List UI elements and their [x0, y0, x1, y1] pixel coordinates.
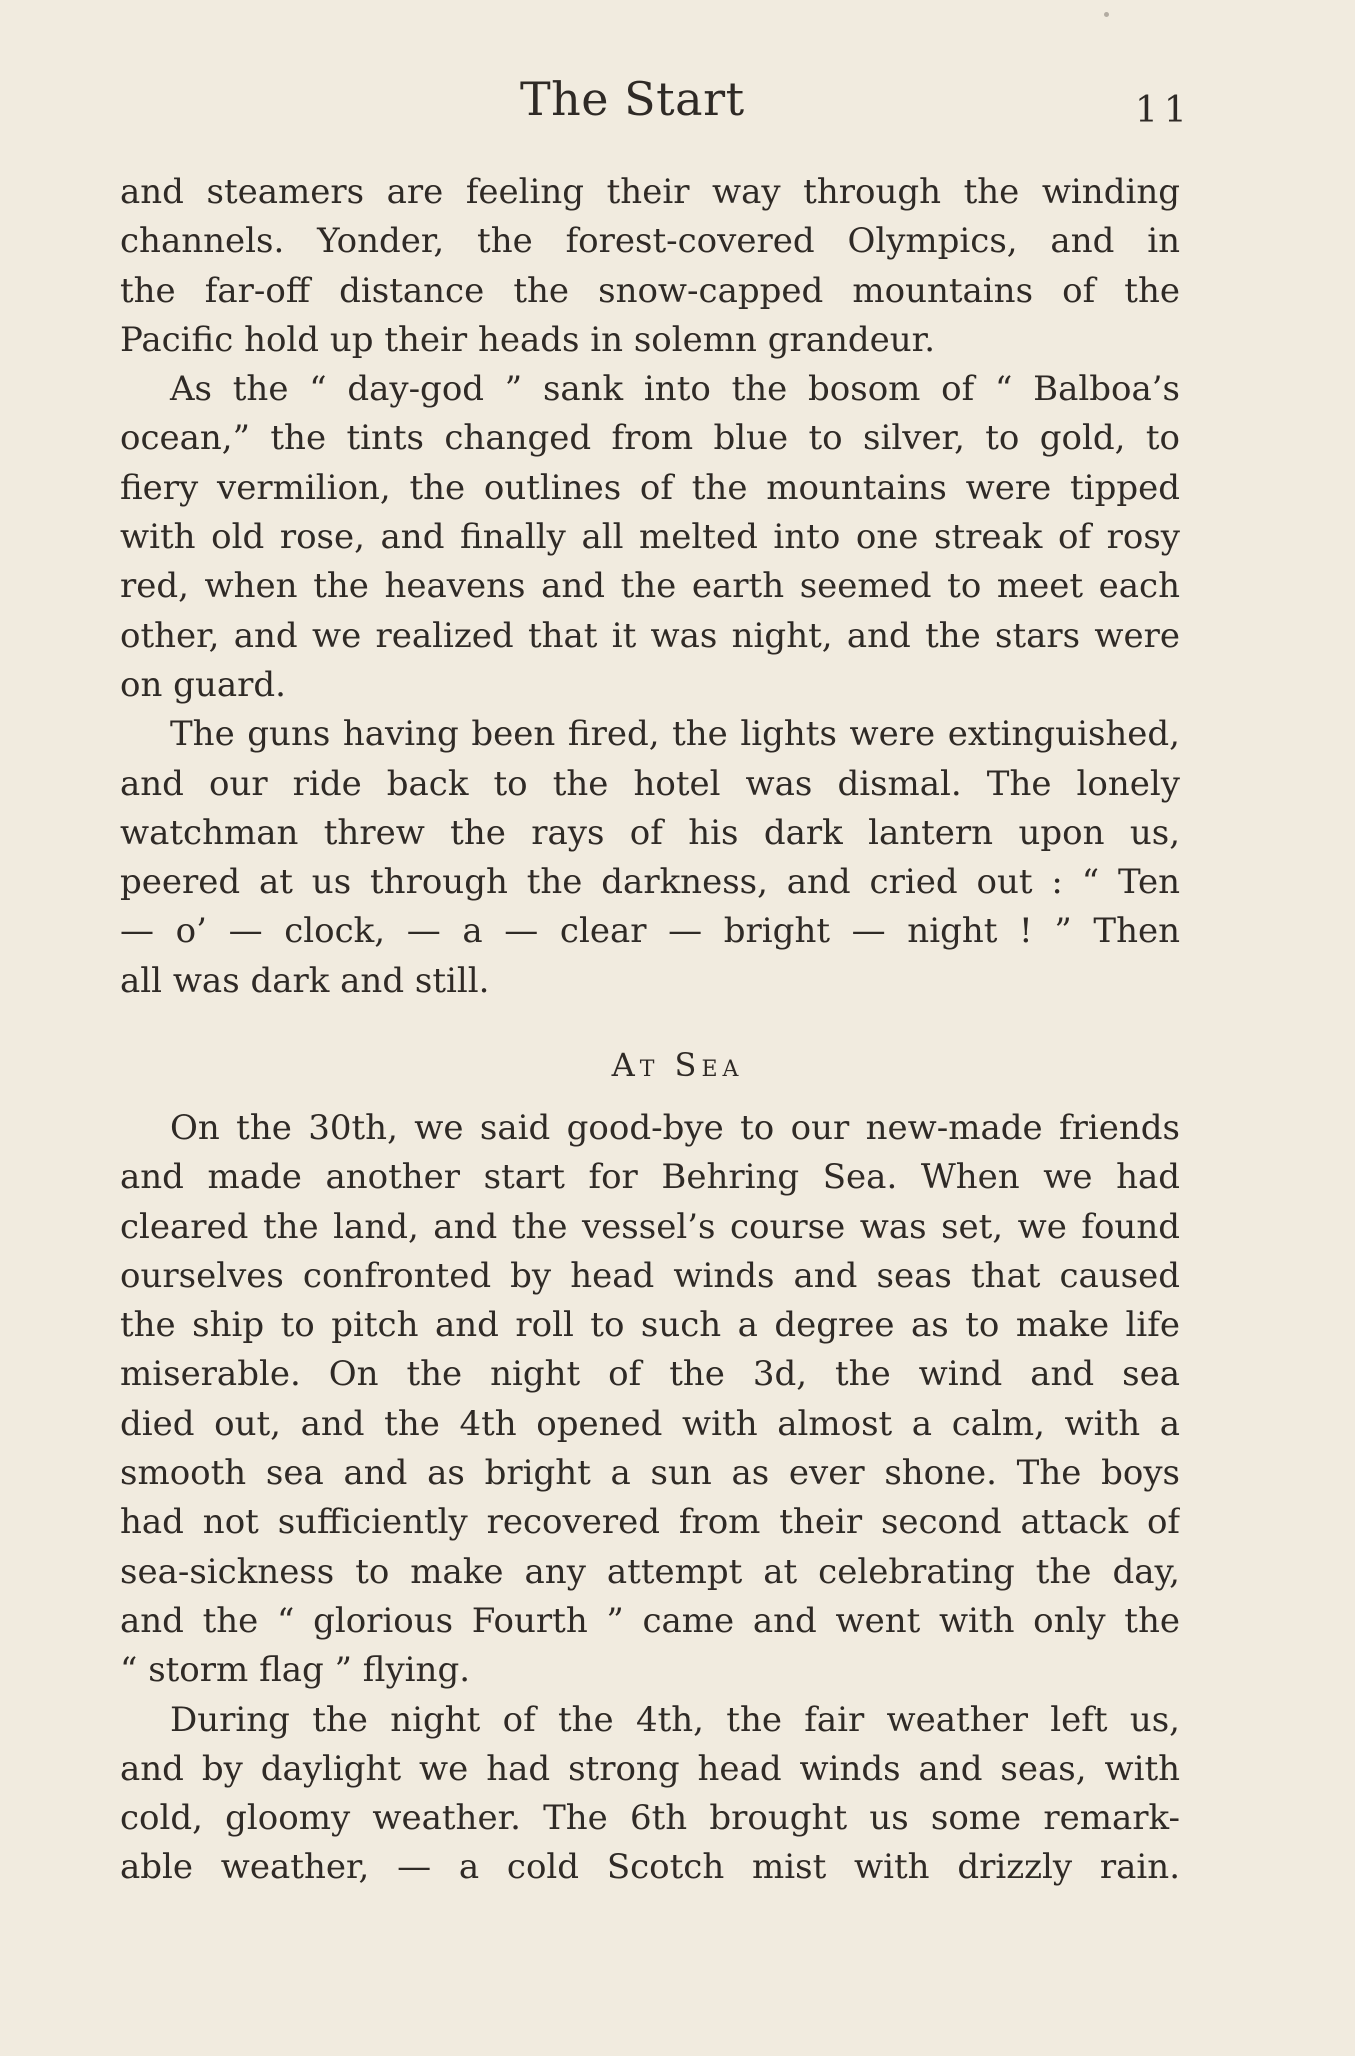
text-line: cold, gloomy weather. The 6th brought us some remark-: [120, 1798, 1180, 1839]
text-line: watchman threw the rays of his dark lantern upon us,: [120, 812, 1180, 853]
text-line: on guard.: [120, 664, 286, 705]
text-line: smooth sea and as bright a sun as ever shone. The boys: [120, 1453, 1180, 1494]
text-line: channels. Yonder, the forest-covered Olympics, and in: [120, 221, 1180, 262]
section-heading: At Sea: [611, 1046, 744, 1084]
text-line: — o’ — clock, — a — clear — bright — night ! ” Then: [120, 911, 1180, 952]
text-line: miserable. On the night of the 3d, the wind and sea: [120, 1354, 1180, 1395]
text-line: Pacific hold up their heads in solemn grandeur.: [120, 319, 936, 360]
text-line: and our ride back to the hotel was dismal. The lonely: [120, 763, 1180, 804]
text-line: the far-off distance the snow-capped mountains of the: [120, 270, 1180, 311]
text-line: cleared the land, and the vessel’s course was set, we found: [120, 1206, 1180, 1247]
text-line: all was dark and still.: [120, 960, 490, 1001]
text-line: As the “ day-god ” sank into the bosom of “ Balboa’s: [170, 369, 1180, 410]
text-block-lower: [120, 1104, 1180, 1893]
text-line: peered at us through the darkness, and cried out : “ Ten: [120, 862, 1180, 903]
text-line: During the night of the 4th, the fair weather left us,: [170, 1699, 1180, 1740]
text-line: had not sufficiently recovered from their second attack of: [120, 1502, 1180, 1543]
page-number: 11: [1135, 90, 1193, 131]
text-line: red, when the heavens and the earth seemed to meet each: [120, 566, 1180, 607]
text-line: The guns having been fired, the lights were extinguished,: [170, 714, 1180, 755]
running-head: The Start: [520, 72, 745, 126]
text-line: fiery vermilion, the outlines of the mountains were tipped: [120, 467, 1180, 508]
text-line: able weather, — a cold Scotch mist with drizzly rain.: [120, 1847, 1180, 1888]
text-line: and the “ glorious Fourth ” came and went with only the: [120, 1600, 1180, 1641]
text-line: the ship to pitch and roll to such a degree as to make life: [120, 1305, 1180, 1346]
text-line: “ storm flag ” flying.: [120, 1650, 471, 1691]
text-line: and made another start for Behring Sea. When we had: [120, 1157, 1180, 1198]
text-line: sea-sickness to make any attempt at celebrating the day,: [120, 1551, 1180, 1592]
text-line: ourselves confronted by head winds and seas that caused: [120, 1255, 1180, 1296]
text-line: other, and we realized that it was night, and the stars were: [120, 615, 1180, 656]
text-line: ocean,” the tints changed from blue to silver, to gold, to: [120, 418, 1180, 459]
text-line: and steamers are feeling their way through the winding: [120, 172, 1180, 212]
text-block-upper: [120, 168, 1180, 1006]
text-line: died out, and the 4th opened with almost a calm, with a: [120, 1403, 1180, 1444]
text-line: and by daylight we had strong head winds and seas, with: [120, 1748, 1180, 1789]
text-line: On the 30th, we said good-bye to our new-made friends: [170, 1108, 1180, 1148]
paper-speck: [1104, 12, 1109, 17]
text-line: with old rose, and finally all melted into one streak of rosy: [120, 517, 1180, 558]
